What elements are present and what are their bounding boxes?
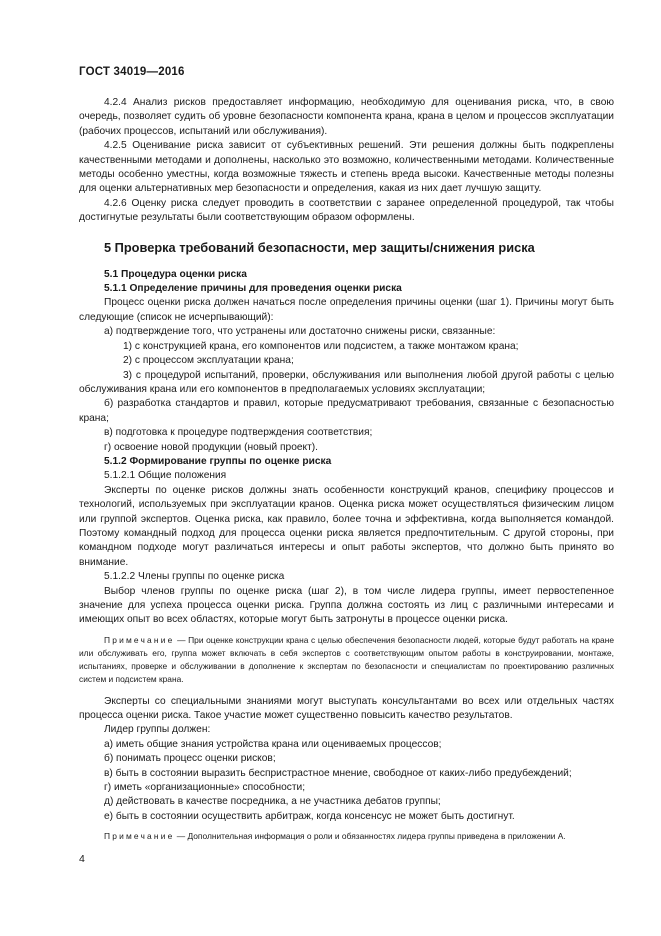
paragraph-leader: Лидер группы должен: — [104, 724, 211, 736]
list-item-a1: 1) с конструкцией крана, его компонентов или подсистем, а также монтажом крана; — [123, 340, 519, 352]
list-item-a2: 2) с процессом эксплуатации крана; — [123, 355, 294, 367]
note-1-text: — При оценке конструкции крана с целью обеспечения безопасности людей, которые будут работать на кране или обслуживать его, группа может включать в себя экспертов с соответствующим опытом работы в конструировании, монтаже, испытаниях, проверке и обслуживании в дополнение к экспертам по безопасности и специалистам по проектированию различных систем и подсистем крана. — [79, 634, 614, 685]
list-item-g: г) освоение новой продукции (новый проект). — [104, 441, 318, 453]
list-item-a3: 3) с процедурой испытаний, проверки, обслуживания или выполнения любой другой работы с целью обслуживания крана или его компонентов в предполагаемых условиях эксплуатации; — [79, 369, 614, 395]
document-header: ГОСТ 34019—2016 — [79, 66, 185, 78]
heading-5-1-1: 5.1.1 Определение причины для проведения оценки риска — [104, 283, 402, 295]
heading-5-1-2: 5.1.2 Формирование группы по оценке риска — [104, 455, 332, 467]
leader-item-e: е) быть в состоянии осуществить арбитраж, когда консенсус не может быть достигнут. — [104, 810, 515, 822]
section-5-heading: 5 Проверка требований безопасности, мер защиты/снижения риска — [104, 239, 535, 255]
leader-item-a: а) иметь общие знания устройства крана или оцениваемых процессов; — [104, 738, 442, 750]
heading-5-1-2-1: 5.1.2.1 Общие положения — [104, 470, 227, 482]
heading-5-1-2-2: 5.1.2.2 Члены группы по оценке риска — [104, 571, 285, 583]
leader-item-g: г) иметь «организационные» способности; — [104, 782, 306, 794]
paragraph-4-2-5: 4.2.5 Оценивание риска зависит от субъективных решений. Эти решения должны быть подкреплены качественными методами и дополнены, насколько это возможно, количественными методами. Количественные методы особенно уместны, когда возможные тяжесть и степень вреда высоки. Качественные методы полезны для оценки альтернативных мер безопасности и определения, какая из них дает лучшую защиту. — [79, 140, 614, 195]
note-2-text: — Дополнительная информация о роли и обязанностях лидера группы приведена в приложении А. — [174, 831, 566, 842]
paragraph-5-1-1: Процесс оценки риска должен начаться после определения причины оценки (шаг 1). Причины могут быть следующие (список не исчерпывающий): — [79, 297, 614, 323]
page-number: 4 — [79, 853, 85, 865]
paragraph-consultants: Эксперты со специальными знаниями могут выступать консультантами во всех или отдельных частях процесса оценки риска. Такое участие может существенно повысить качество результатов. — [79, 695, 614, 722]
list-item-v: в) подготовка к процедуре подтверждения соответствия; — [104, 427, 373, 439]
paragraph-5-1-2-2: Выбор членов группы по оценке риска (шаг 2), в том числе лидера группы, имеет первостепенное значение для успеха процесса оценки риска. Группа должна состоять из лиц с различными интересами и имеющих опыт во всех областях, которые могут быть затронуты в процессе оценки риска. — [79, 585, 614, 626]
note-2 — [79, 830, 614, 843]
heading-5-1: 5.1 Процедура оценки риска — [104, 268, 247, 280]
leader-item-v: в) быть в состоянии выразить беспристрастное мнение, свободное от каких-либо предубеждений; — [104, 767, 572, 779]
note-2-label: Примечание — [104, 831, 175, 842]
note-1 — [79, 634, 614, 687]
leader-item-b: б) понимать процесс оценки рисков; — [104, 753, 276, 765]
paragraph-4-2-6: 4.2.6 Оценку риска следует проводить в соответствии с заранее определенной процедурой, так чтобы достигнутые результаты были соответствующим образом оформлены. — [79, 197, 614, 224]
list-item-a: а) подтверждение того, что устранены или достаточно снижены риски, связанные: — [104, 326, 496, 338]
paragraph-4-2-4: 4.2.4 Анализ рисков предоставляет информацию, необходимую для оценивания риска, что, в свою очередь, позволяет судить об уровне безопасности компонента крана, крана в целом и процессов эксплуатации (рабочих процессов, испытаний или обслуживания). — [79, 97, 614, 137]
note-1-label: Примечание — [104, 634, 175, 645]
list-item-b: б) разработка стандартов и правил, которые предусматривают требования, связанные с безопасностью крана; — [79, 398, 614, 424]
document-body — [79, 96, 614, 851]
paragraph-5-1-2-1: Эксперты по оценке рисков должны знать особенности конструкций кранов, специфику процессов и технологий, используемых при эксплуатации кранов. Оценка риска может осуществляться физическим лицом или группой экспертов. Оценка риска, как правило, более точна и эффективна, когда выполняется командой. Поэтому командный подход для процесса оценки риска является предпочтительным. С другой стороны, при командном подходе могут различаться интересы и опыт работы экспертов, что должно быть принято во внимание. — [79, 484, 614, 568]
leader-item-d: д) действовать в качестве посредника, а не участника дебатов группы; — [104, 796, 441, 808]
